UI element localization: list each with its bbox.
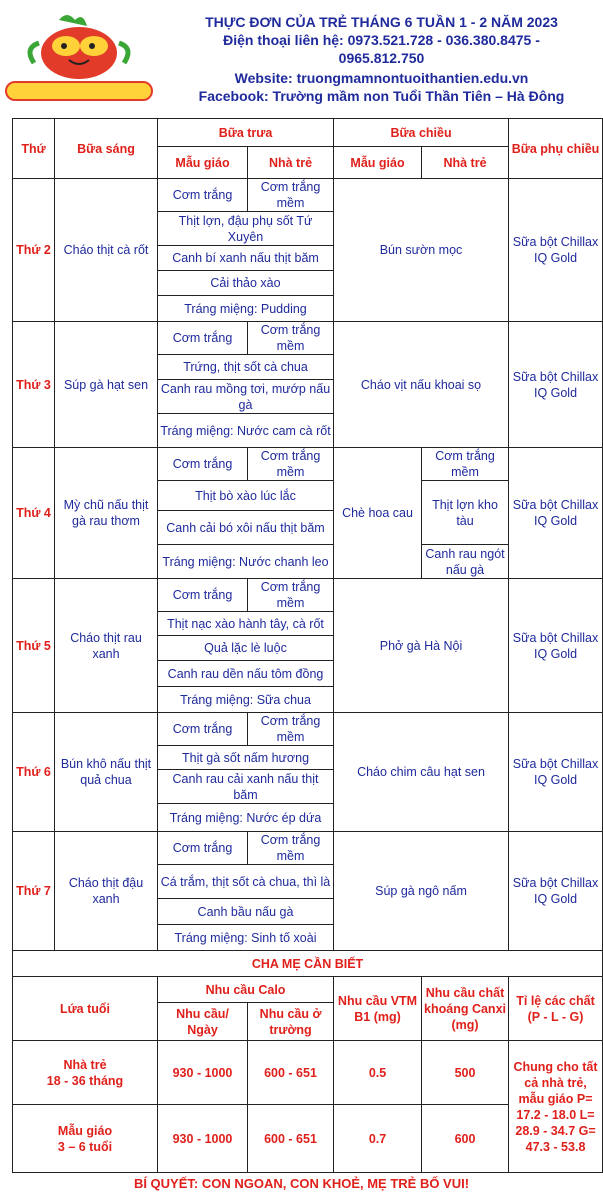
rice-nt: Cơm trắng mềm [248,448,334,481]
snack-cell: Sữa bột Chillax IQ Gold [509,713,603,832]
soup: Canh rau dền nấu tôm đồng [158,661,334,687]
breakfast-cell: Bún khô nấu thịt quả chua [55,713,158,832]
breakfast-cell: Súp gà hạt sen [55,322,158,448]
rice-mg: Cơm trắng [158,832,248,865]
day-label: Thứ 7 [13,832,55,951]
snack-cell: Sữa bột Chillax IQ Gold [509,448,603,579]
header-thu: Thứ [13,119,55,179]
header-afternoon-nt: Nhà trẻ [422,147,509,179]
soup: Canh bầu nấu gà [158,899,334,925]
afternoon-mg-cell: Chè hoa cau [334,448,422,579]
afternoon-cell: Cháo chim câu hạt sen [334,713,509,832]
info-school-header: Nhu cầu ở trường [248,1003,334,1041]
info-mg-ca: 600 [422,1105,509,1173]
afternoon-cell: Bún sườn mọc [334,179,509,322]
info-ratio-header: Tỉ lệ các chất (P - L - G) [509,977,603,1041]
info-title: CHA MẸ CẦN BIẾT [13,951,603,977]
afternoon-cell: Phở gà Hà Nội [334,579,509,713]
soup: Canh bí xanh nấu thịt băm [158,246,334,271]
day-label: Thứ 2 [13,179,55,322]
info-mg-day: 930 - 1000 [158,1105,248,1173]
main-dish: Thịt gà sốt nấm hương [158,746,334,770]
rice-nt: Cơm trắng mềm [248,322,334,355]
day-label: Thứ 3 [13,322,55,448]
rice-nt: Cơm trắng mềm [248,713,334,746]
header-website[interactable]: Website: truongmamnontuoithantien.edu.vn [234,70,529,86]
snack-cell: Sữa bột Chillax IQ Gold [509,579,603,713]
day-label: Thứ 5 [13,579,55,713]
rice-mg: Cơm trắng [158,179,248,212]
snack-cell: Sữa bột Chillax IQ Gold [509,832,603,951]
footer-slogan: BÍ QUYẾT: CON NGOAN, CON KHOẺ, MẸ TRẺ BỐ VUI! [133,1176,470,1191]
info-nt-b1: 0.5 [334,1041,422,1105]
header-title: THỰC ĐƠN CỦA TRẺ THÁNG 6 TUẦN 1 - 2 NĂM 2023 [205,14,558,30]
header-phone-2: 0965.812.750 [338,50,425,66]
header-afternoon: Bữa chiều [334,119,509,147]
info-mg-label-1: Mẫu giáo [57,1123,113,1138]
info-nt-school: 600 - 651 [248,1041,334,1105]
header-lunch-nt: Nhà trẻ [248,147,334,179]
dessert: Tráng miệng: Sinh tố xoài [158,925,334,951]
info-mg-label [13,1105,158,1173]
info-age-header: Lứa tuổi [13,977,158,1041]
dessert: Tráng miệng: Nước ép dứa [158,804,334,832]
soup: Canh rau mồng tơi, mướp nấu gà [158,380,334,414]
info-nt-label-1: Nhà trẻ [63,1057,107,1072]
info-day-header: Nhu cầu/ Ngày [158,1003,248,1041]
soup: Canh rau cải xanh nấu thịt băm [158,770,334,804]
rice-mg: Cơm trắng [158,322,248,355]
main-dish: Thịt lợn, đậu phụ sốt Tứ Xuyên [158,212,334,246]
info-ratio: Chung cho tất cả nhà trẻ, mẫu giáo P= 17.2 - 18.0 L= 28.9 - 34.7 G= 47.3 - 53.8 [509,1041,603,1173]
info-mg-b1: 0.7 [334,1105,422,1173]
breakfast-cell: Cháo thịt đậu xanh [55,832,158,951]
rice-nt: Cơm trắng mềm [248,579,334,612]
page-header [0,0,603,118]
day-label: Thứ 6 [13,713,55,832]
vegetable: Quả lặc lè luộc [158,636,334,661]
header-lunch-mg: Mẫu giáo [158,147,248,179]
afternoon-nt-main: Thịt lợn kho tàu [422,481,509,545]
main-dish: Trứng, thịt sốt cà chua [158,355,334,380]
breakfast-cell: Cháo thịt rau xanh [55,579,158,713]
afternoon-nt-soup: Canh rau ngót nấu gà [422,545,509,579]
info-nt-label-2: 18 - 36 tháng [46,1073,124,1088]
day-label: Thứ 4 [13,448,55,579]
dessert: Tráng miệng: Nước cam cà rốt [158,414,334,448]
rice-mg: Cơm trắng [158,448,248,481]
info-mg-label-2: 3 – 6 tuổi [57,1139,113,1154]
snack-cell: Sữa bột Chillax IQ Gold [509,179,603,322]
info-b1-header: Nhu cầu VTM B1 (mg) [334,977,422,1041]
info-ca-header: Nhu cầu chất khoáng Canxi (mg) [422,977,509,1041]
main-dish: Cá trắm, thịt sốt cà chua, thì là [158,865,334,899]
dessert: Tráng miệng: Sữa chua [158,687,334,713]
rice-nt: Cơm trắng mềm [248,179,334,212]
header-snack: Bữa phụ chiều [509,119,603,179]
breakfast-cell: Cháo thịt cà rốt [55,179,158,322]
header-lunch: Bữa trưa [158,119,334,147]
header-phone: Điện thoại liên hệ: 0973.521.728 - 036.380.8475 - [223,32,540,48]
rice-nt: Cơm trắng mềm [248,832,334,865]
info-nt-ca: 500 [422,1041,509,1105]
breakfast-cell: Mỳ chũ nấu thịt gà rau thơm [55,448,158,579]
info-nt-label [13,1041,158,1105]
afternoon-nt-rice: Cơm trắng mềm [422,448,509,481]
soup: Canh cải bó xôi nấu thịt băm [158,511,334,545]
header-facebook[interactable]: Facebook: Trường mầm non Tuổi Thần Tiên – Hà Đông [198,88,565,104]
main-dish: Thịt bò xào lúc lắc [158,481,334,511]
info-mg-school: 600 - 651 [248,1105,334,1173]
afternoon-cell: Súp gà ngô nấm [334,832,509,951]
dessert: Tráng miệng: Pudding [158,296,334,322]
rice-mg: Cơm trắng [158,579,248,612]
menu-table [12,118,603,1173]
info-nt-day: 930 - 1000 [158,1041,248,1105]
header-afternoon-mg: Mẫu giáo [334,147,422,179]
dessert: Tráng miệng: Nước chanh leo [158,545,334,579]
snack-cell: Sữa bột Chillax IQ Gold [509,322,603,448]
vegetable: Cải thảo xào [158,271,334,296]
main-dish: Thịt nạc xào hành tây, cà rốt [158,612,334,636]
info-calo-header: Nhu cầu Calo [158,977,334,1003]
afternoon-cell: Cháo vịt nấu khoai sọ [334,322,509,448]
rice-mg: Cơm trắng [158,713,248,746]
school-logo [4,8,154,108]
header-breakfast: Bữa sáng [55,119,158,179]
